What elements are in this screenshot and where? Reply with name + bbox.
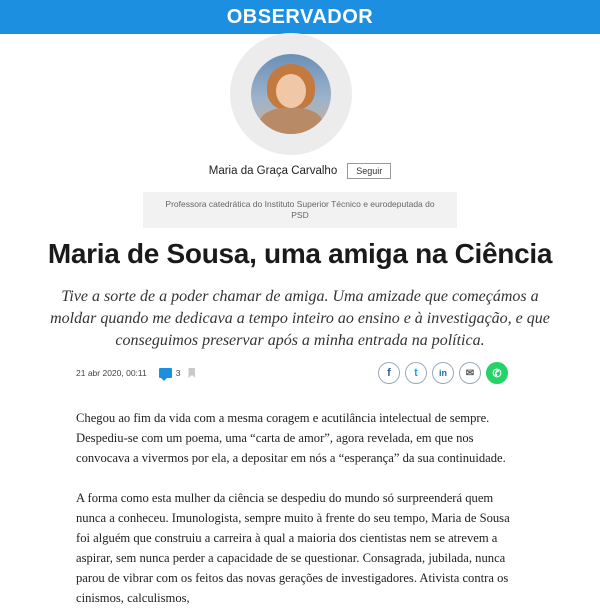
comment-count[interactable]: 3 — [175, 368, 181, 378]
author-row — [0, 162, 600, 180]
author-avatar[interactable] — [251, 54, 331, 134]
article-meta — [76, 362, 508, 384]
twitter-share-icon[interactable]: t — [405, 362, 427, 384]
share-buttons — [378, 362, 508, 384]
article-paragraph: Chegou ao fim da vida com a mesma coragem e acutilância intelectual de sempre. Despediu-se com um poema, uma “carta de amor”, agora revelada, em que nos convocava a vivermos por ela, a depositar em nós a “esperança” da sua continuidade. — [76, 411, 506, 465]
linkedin-share-icon[interactable]: in — [432, 362, 454, 384]
article-body — [76, 408, 516, 610]
comment-icon[interactable] — [159, 368, 172, 378]
author-bio: Professora catedrática do Instituto Superior Técnico e eurodeputada do PSD — [165, 198, 435, 220]
follow-button[interactable]: Seguir — [347, 163, 391, 179]
author-avatar-frame — [230, 33, 352, 155]
observador-logo[interactable]: OBSERVADOR — [226, 5, 374, 28]
article-title: Maria de Sousa, uma amiga na Ciência — [47, 238, 553, 269]
avatar-face — [276, 74, 306, 108]
bookmark-icon[interactable] — [188, 368, 195, 378]
avatar-body — [259, 108, 323, 134]
article-lead: Tive a sorte de a poder chamar de amiga. Uma amizade que começámos a moldar quando me dedicava a tempo inteiro ao ensino e à investigação, e que conseguimos preservar após a minha entrada na política. — [50, 288, 550, 349]
facebook-share-icon[interactable]: f — [378, 362, 400, 384]
publish-date: 21 abr 2020, 00:11 — [76, 368, 147, 378]
author-name[interactable]: Maria da Graça Carvalho — [208, 165, 338, 177]
article-paragraph: A forma como esta mulher da ciência se despediu do mundo só surpreenderá quem nunca a conheceu. Imunologista, sempre muito à frente do seu tempo, Maria de Sousa foi alguém que construiu a carreira à qual a maioria dos cientistas nem se atrevem a aspirar, sem nunca perder a capacidade de se questionar. Consagrada, jubilada, nunca parou de vibrar com os feitos das novas gerações de investigadores. Ativista contra os cinismos, calculismos, — [76, 491, 510, 605]
email-share-icon[interactable]: ✉ — [459, 362, 481, 384]
author-bio-box — [143, 192, 457, 228]
site-header — [0, 0, 600, 34]
whatsapp-share-icon[interactable]: ✆ — [486, 362, 508, 384]
